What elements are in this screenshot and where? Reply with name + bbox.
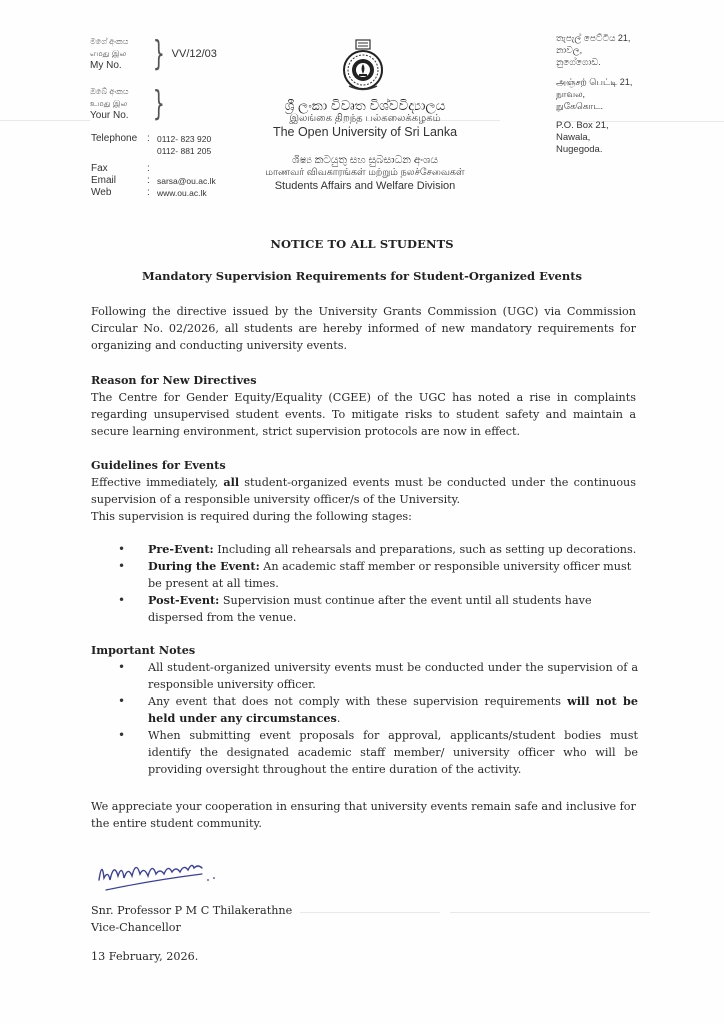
note-item: • All student-organized university events must be conducted under the supervision of a responsible university officer. [118,659,638,693]
university-name-tamil: இலங்கை திறந்த பல்கலைக்கழகம் [289,113,441,124]
stage-post-event: • Post-Event: Supervision must continue after the event until all students have dispersed from the venue. [118,592,638,626]
your-no-label-sinhala: ඔබේ අංකය [90,87,129,96]
signatory-name: Snr. Professor P M C Thilakerathne [91,904,293,917]
website-link[interactable]: www.ou.ac.lk [157,188,207,198]
your-no-label: Your No. [90,110,129,121]
my-number [90,36,217,72]
reason-text: The Centre for Gender Equity/Equality (CGEE) of the UGC has noted a rise in complaints regarding unsupervised student events. To mitigate risks to student safety and maintain a secure learning environment, strict supervision protocols are now in effect. [91,391,636,438]
university-crest-icon [340,38,386,96]
division-name-sinhala: ශිෂ්‍ය කටයුතු සහ සුබසාධන අංශය [291,154,439,166]
address-tamil: அஞ்சற் பெட்டி 21, நாவல, நுகேகொட. [556,77,633,111]
scan-artifact [300,912,440,913]
reason-section [91,372,636,440]
my-no-label: My No. [90,60,122,71]
brace-icon: } [152,84,165,124]
signatory [91,902,292,936]
guidelines-section [91,457,636,525]
important-notes-list [118,659,638,778]
your-no-label-tamil: உமது இல [90,99,128,108]
guidelines-heading: Guidelines for Events [91,458,226,472]
postal-address [556,32,632,164]
intro-paragraph: Following the directive issued by the University Grants Commission (UGC) via Commission Circular No. 02/2026, all students are hereby informed of new mandatory requirements for organizing and conducting university events. [91,305,636,352]
address-sinhala: තැපැල් පෙට්ටිය 21, නාවල, නුගේගොඩ. [556,33,631,67]
brace-icon: } [152,34,165,74]
division-name-tamil: மாணவர் விவகாரங்கள் மற்றும் நலச்சேவைகள் [265,167,465,178]
notice-subtitle: Mandatory Supervision Requirements for Student-Organized Events [142,269,582,283]
notice-title: NOTICE TO ALL STUDENTS [270,237,454,251]
division-name: Students Affairs and Welfare Division [274,180,456,192]
contact-fax: Fax : [91,163,150,174]
telephone-2: 0112- 881 205 [157,146,212,156]
stage-pre-event: • Pre-Event: Including all rehearsals and preparations, such as setting up decorations. [118,541,638,558]
contact-email: Email : sarsa@ou.ac.lk [91,175,216,186]
stages-list [118,541,638,626]
telephone-1: 0112- 823 920 [157,134,212,144]
contact-telephone: Telephone : 0112- 823 920 [91,133,212,144]
email-link[interactable]: sarsa@ou.ac.lk [157,176,216,186]
address-english: P.O. Box 21, Nawala, Nugegoda. [556,120,609,155]
important-notes-heading: Important Notes [91,643,196,657]
stage-during-event: • During the Event: An academic staff member or responsible university officer must be present at all times. [118,558,638,592]
note-item: • When submitting event proposals for approval, applicants/student bodies must identify the designated academic staff member/ university officer who will be providing oversight throughout the entire duration of the activity. [118,727,638,778]
your-number [90,86,217,122]
my-no-label-tamil: எமது இல [90,49,127,58]
reference-numbers [90,36,217,122]
university-header [250,98,480,193]
scan-artifact [450,912,650,913]
my-no-label-sinhala: මගේ අංකය [90,37,129,46]
scan-artifact [0,120,90,121]
reason-heading: Reason for New Directives [91,373,257,387]
contact-details [91,133,216,199]
signatory-title: Vice-Chancellor [91,921,181,934]
contact-web: Web : www.ou.ac.lk [91,187,207,198]
stages-intro: This supervision is required during the following stages: [91,510,412,523]
closing-paragraph: We appreciate your cooperation in ensuring that university events remain safe and inclusive for the entire student community. [91,800,636,830]
guidelines-text: Effective immediately, all student-organized events must be conducted under the continuous supervision of a responsible university officer/s of the University. [91,475,636,506]
contact-telephone-2 [91,145,216,157]
signature-icon [94,850,234,895]
university-name: The Open University of Sri Lanka [272,125,458,139]
university-name-sinhala: ශ්‍රී ලංකා විවෘත විශ්වවිද්‍යාලය [284,98,446,113]
note-item: • Any event that does not comply with these supervision requirements will not be held under any circumstances. [118,693,638,727]
important-notes-section [91,642,636,659]
notice-date: 13 February, 2026. [91,950,199,963]
my-no-value: VV/12/03 [171,48,217,60]
